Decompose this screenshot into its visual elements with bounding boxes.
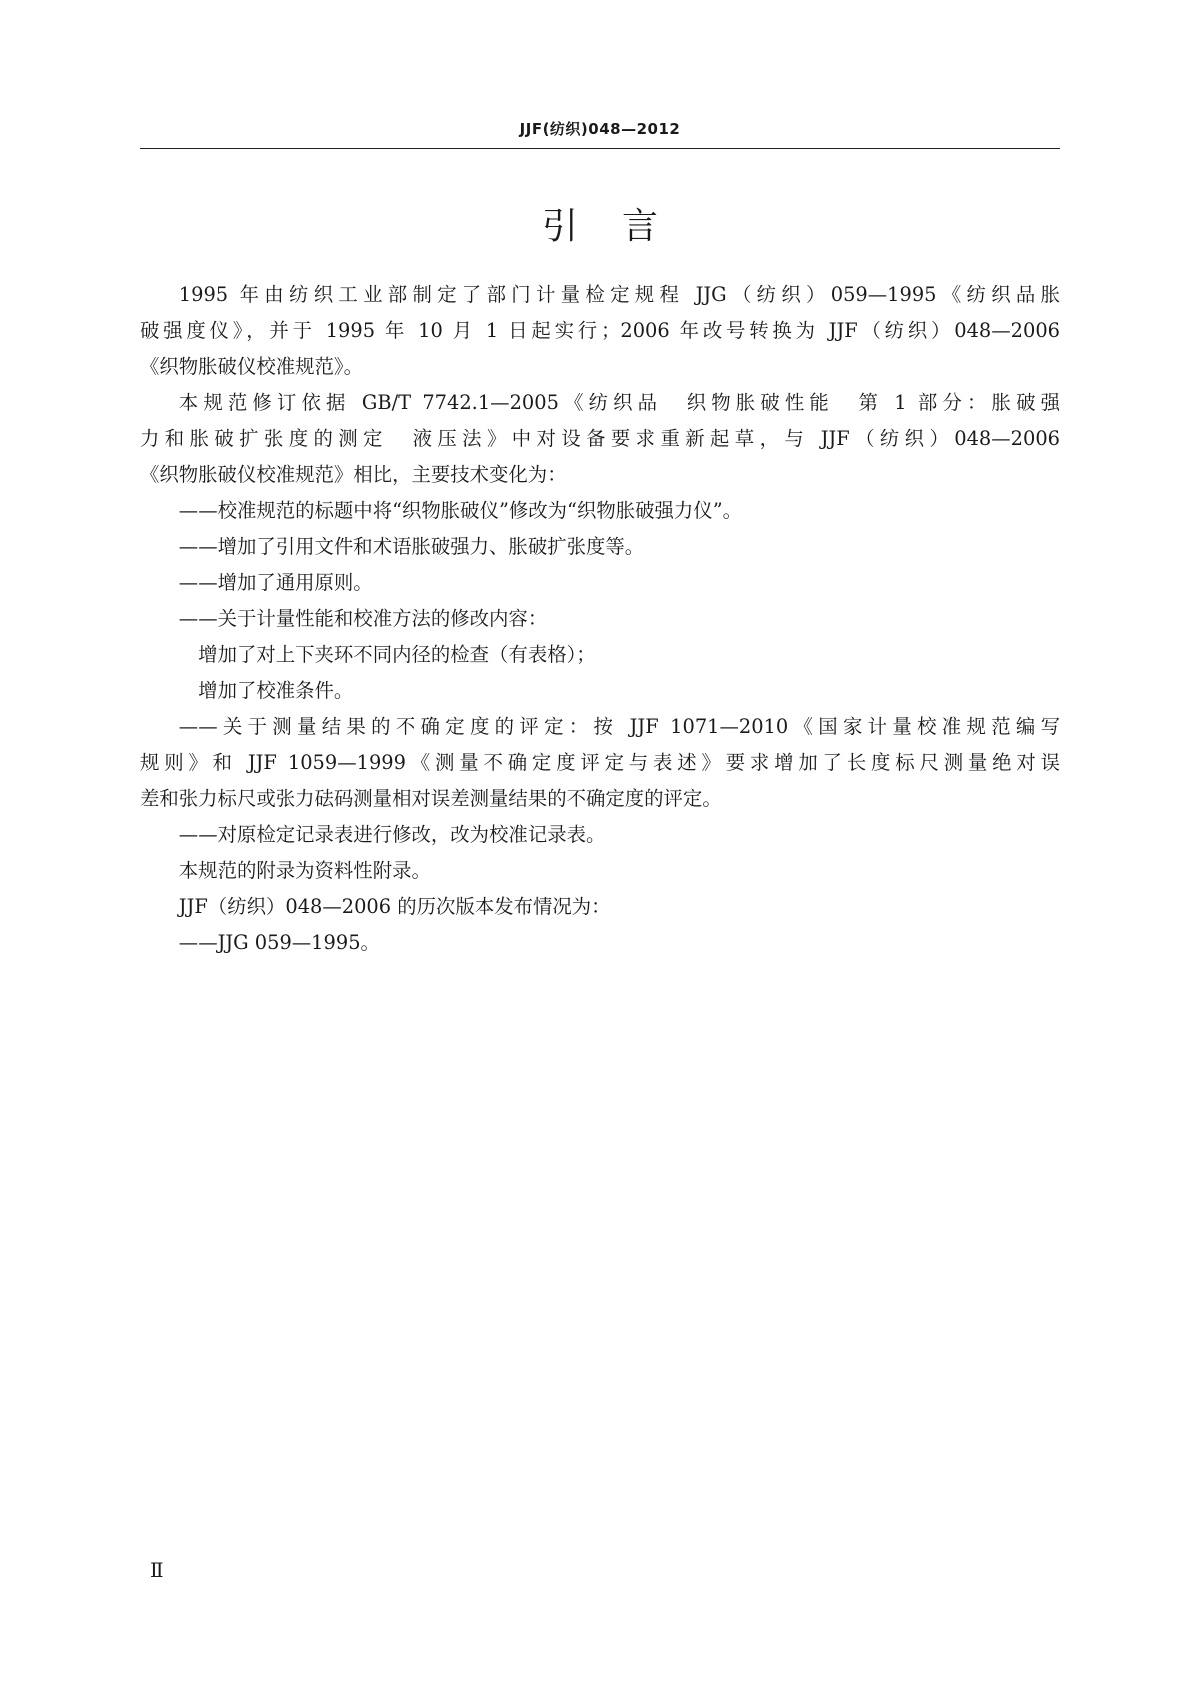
paragraph bbox=[140, 385, 1060, 493]
text-line: ——JJG 059—1995。 bbox=[178, 931, 380, 954]
paragraph bbox=[140, 889, 1060, 925]
text-line: 差和张力标尺或张力砝码测量相对误差测量结果的不确定度的评定。 bbox=[140, 787, 722, 810]
text-line: 《织物胀破仪校准规范》。 bbox=[140, 355, 363, 378]
text-line: ——校准规范的标题中将“织物胀破仪”修改为“织物胀破强力仪”。 bbox=[178, 499, 742, 522]
text-line: ——关于计量性能和校准方法的修改内容： bbox=[178, 607, 548, 630]
text-line: 破强度仪》，并于 1995 年 10 月 1 日起实行；2006 年改号转换为 JJF（纺织）048—2006 bbox=[140, 319, 1060, 342]
paragraph bbox=[140, 925, 1060, 961]
page-number: Ⅱ bbox=[150, 1558, 164, 1582]
text-line: ——增加了引用文件和术语胀破强力、胀破扩张度等。 bbox=[178, 535, 645, 558]
running-header: JJF(纺织)048—2012 bbox=[519, 120, 681, 138]
text-line: 力和胀破扩张度的测定 液压法》中对设备要求重新起草，与 JJF（纺织）048—2006 bbox=[140, 427, 1060, 450]
paragraph bbox=[140, 277, 1060, 385]
paragraph bbox=[140, 601, 1060, 637]
body-text bbox=[140, 277, 1060, 961]
page-title: 引言 bbox=[541, 206, 702, 247]
paragraph bbox=[140, 493, 1060, 529]
text-line: JJF（纺织）048—2006 的历次版本发布情况为： bbox=[178, 895, 611, 918]
paragraph bbox=[140, 709, 1060, 817]
paragraph bbox=[140, 853, 1060, 889]
header-rule bbox=[140, 148, 1060, 149]
text-line: 增加了对上下夹环不同内径的检查（有表格）； bbox=[178, 643, 596, 666]
text-line: 规则》和 JJF 1059—1999《测量不确定度评定与表述》要求增加了长度标尺测量绝对误 bbox=[140, 751, 1060, 774]
paragraph bbox=[140, 529, 1060, 565]
paragraph bbox=[140, 673, 1060, 709]
text-line: ——对原检定记录表进行修改，改为校准记录表。 bbox=[178, 823, 606, 846]
paragraph bbox=[140, 637, 1060, 673]
text-line: 1995 年由纺织工业部制定了部门计量检定规程 JJG（纺织）059—1995《纺织品胀 bbox=[178, 283, 1060, 306]
text-line: ——增加了通用原则。 bbox=[178, 571, 373, 594]
paragraph bbox=[140, 817, 1060, 853]
paragraph bbox=[140, 565, 1060, 601]
text-line: 增加了校准条件。 bbox=[178, 679, 354, 702]
text-line: ——关于测量结果的不确定度的评定：按 JJF 1071—2010《国家计量校准规范编写 bbox=[178, 715, 1060, 738]
text-line: 《织物胀破仪校准规范》相比，主要技术变化为： bbox=[140, 463, 567, 486]
text-line: 本规范修订依据 GB/T 7742.1—2005《纺织品 织物胀破性能 第 1 部分：胀破强 bbox=[178, 391, 1060, 414]
text-line: 本规范的附录为资料性附录。 bbox=[178, 859, 431, 882]
